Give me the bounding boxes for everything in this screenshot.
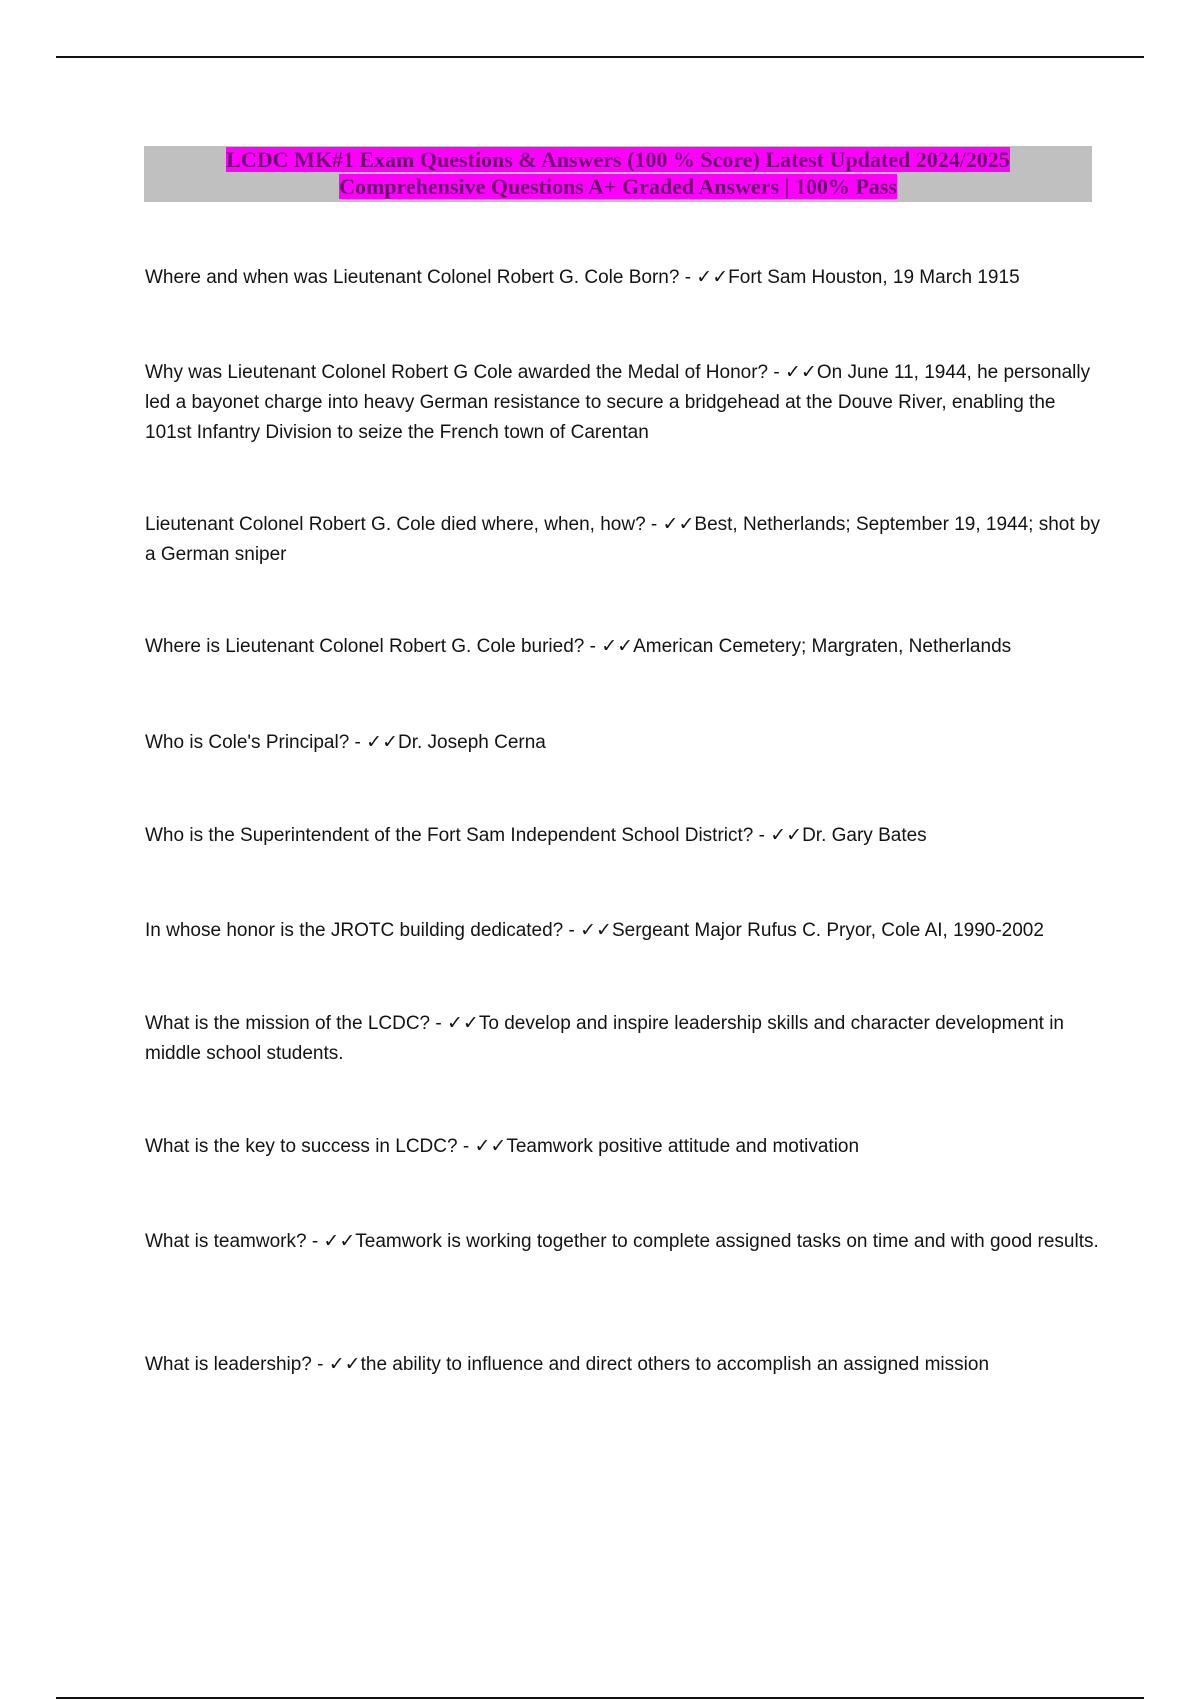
check-separator: - ✓✓ xyxy=(349,732,398,753)
header-rule xyxy=(56,56,1144,58)
question-text: Why was Lieutenant Colonel Robert G Cole awarded the Medal of Honor? xyxy=(145,362,769,383)
qa-item xyxy=(145,728,1105,758)
check-separator: - ✓✓ xyxy=(768,362,817,383)
qa-item xyxy=(145,632,1105,662)
check-separator: - ✓✓ xyxy=(563,920,612,941)
question-text: What is teamwork? xyxy=(145,1231,307,1252)
title-line-2: Comprehensive Questions A+ Graded Answers | 100% Pass xyxy=(339,174,897,199)
question-text: What is the key to success in LCDC? xyxy=(145,1136,458,1157)
answer-text: the ability to influence and direct others to accomplish an assigned mission xyxy=(360,1354,990,1375)
question-text: What is leadership? xyxy=(145,1354,312,1375)
answer-text: On June 11, 1944, he personally led a bayonet charge into heavy German resistance to secure a bridgehead at the Douve River, enabling the 101st Infantry Division to seize the French town of Carentan xyxy=(145,362,1091,443)
title-line-1: LCDC MK#1 Exam Questions & Answers (100 % Score) Latest Updated 2024/2025 xyxy=(226,147,1010,172)
answer-text: Teamwork positive attitude and motivation xyxy=(506,1136,860,1157)
answer-text: To develop and inspire leadership skills and character development in middle school students. xyxy=(145,1013,1064,1064)
check-separator: - ✓✓ xyxy=(645,514,695,535)
qa-item xyxy=(145,358,1105,448)
question-text: What is the mission of the LCDC? xyxy=(145,1013,431,1034)
answer-text: American Cemetery; Margraten, Netherlands xyxy=(633,636,1012,657)
check-separator: - ✓✓ xyxy=(457,1136,507,1157)
qa-item xyxy=(145,1132,1105,1162)
qa-item xyxy=(145,1350,1105,1380)
check-separator: - ✓✓ xyxy=(753,825,803,846)
question-text: Where and when was Lieutenant Colonel Robert G. Cole Born? xyxy=(145,267,680,288)
qa-item xyxy=(145,263,1105,293)
answer-text: Sergeant Major Rufus C. Pryor, Cole AI, 1990-2002 xyxy=(611,920,1044,941)
qa-item xyxy=(145,1009,1105,1069)
question-text: Where is Lieutenant Colonel Robert G. Cole buried? xyxy=(145,636,585,657)
answer-text: Dr. Gary Bates xyxy=(802,825,927,846)
question-text: In whose honor is the JROTC building dedicated? xyxy=(145,920,564,941)
question-text: Who is Cole's Principal? xyxy=(145,732,350,753)
check-separator: - ✓✓ xyxy=(306,1231,356,1252)
check-separator: - ✓✓ xyxy=(430,1013,479,1034)
qa-item xyxy=(145,1227,1105,1257)
qa-item xyxy=(145,821,1105,851)
question-text: Who is the Superintendent of the Fort Sam Independent School District? xyxy=(145,825,754,846)
qa-item xyxy=(145,510,1105,570)
footer-rule xyxy=(56,1697,1144,1699)
answer-text: Dr. Joseph Cerna xyxy=(398,732,546,753)
check-separator: - ✓✓ xyxy=(311,1354,361,1375)
check-separator: - ✓✓ xyxy=(679,267,729,288)
check-separator: - ✓✓ xyxy=(584,636,634,657)
qa-item xyxy=(145,916,1105,946)
answer-text: Best, Netherlands; September 19, 1944; shot by a German sniper xyxy=(145,514,1100,565)
document-title xyxy=(144,146,1092,202)
answer-text: Fort Sam Houston, 19 March 1915 xyxy=(728,267,1020,288)
answer-text: Teamwork is working together to complete assigned tasks on time and with good results. xyxy=(355,1231,1099,1252)
question-text: Lieutenant Colonel Robert G. Cole died where, when, how? xyxy=(145,514,646,535)
